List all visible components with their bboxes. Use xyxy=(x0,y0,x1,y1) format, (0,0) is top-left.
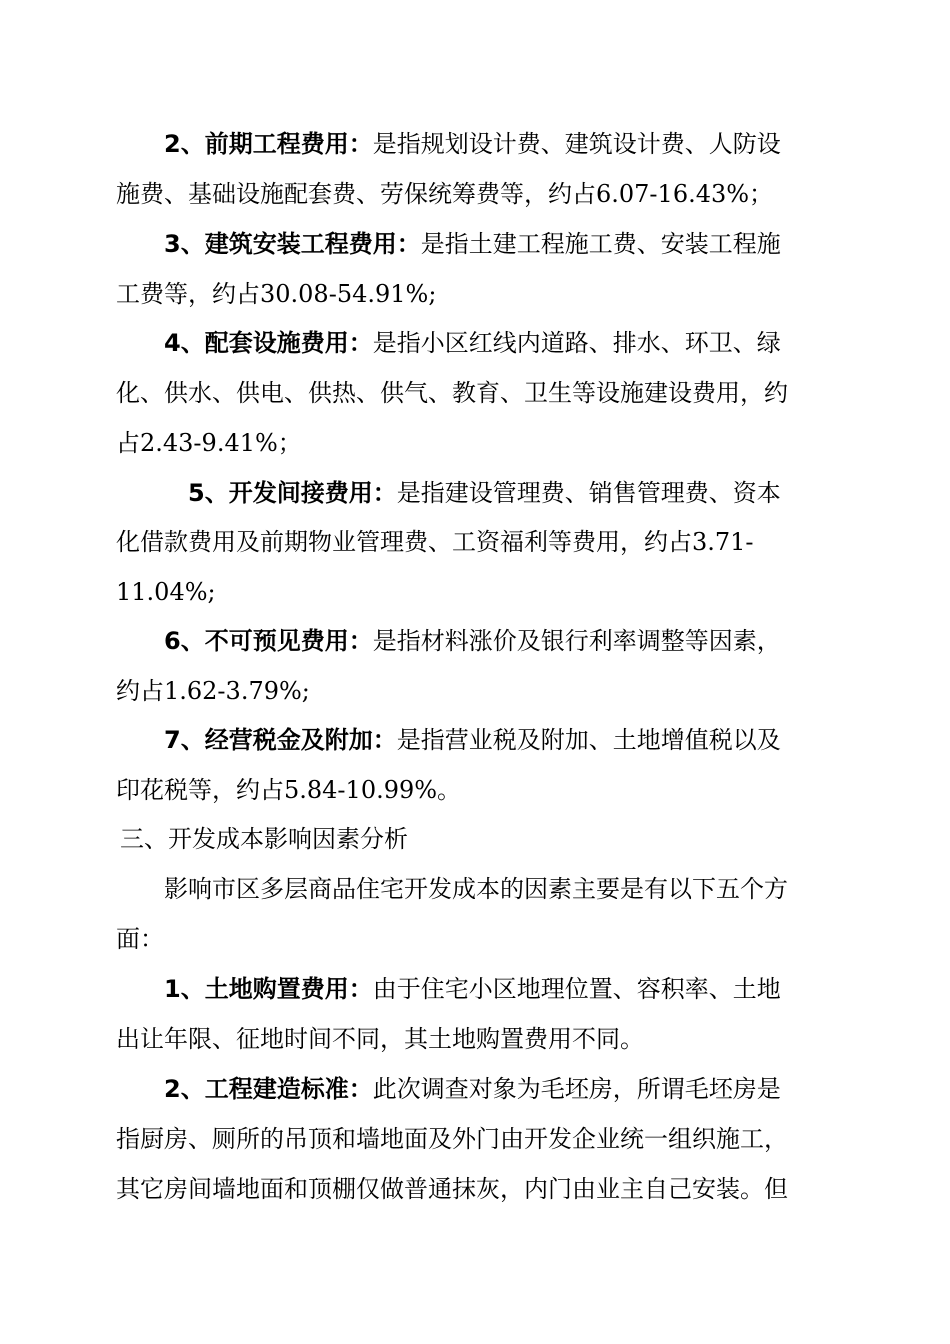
paragraph-taxes-line-2: 印花税等，约占5.84-10.99%。 xyxy=(116,776,462,804)
item-text: 是指建设管理费、销售管理费、资本 xyxy=(396,479,781,507)
intro-line-2: 面： xyxy=(116,925,164,953)
paragraph-contingency-line-2: 约占1.62-3.79%; xyxy=(116,677,310,705)
paragraph-facilities-line-2: 化、供水、供电、供热、供气、教育、卫生等设施建设费用，约 xyxy=(116,379,788,407)
item-text: 是指小区红线内道路、排水、环卫、绿 xyxy=(372,329,781,357)
paragraph-pre-engineering-line-1 xyxy=(164,124,836,164)
item-text: 是指材料涨价及银行利率调整等因素， xyxy=(372,627,781,655)
section-title: 三、开发成本影响因素分析 xyxy=(120,825,408,853)
paragraph-contingency-line-1 xyxy=(164,621,836,661)
item-heading: 5、开发间接费用： xyxy=(188,479,397,507)
paragraph-facilities-line-1 xyxy=(164,323,836,363)
paragraph-pre-engineering-line-2: 施费、基础设施配套费、劳保统筹费等，约占6.07-16.43%； xyxy=(116,180,774,208)
paragraph-construction-line-2: 工费等，约占30.08-54.91%; xyxy=(116,280,437,308)
item-heading: 3、建筑安装工程费用： xyxy=(164,230,421,258)
item-text: 由于住宅小区地理位置、容积率、土地 xyxy=(372,975,781,1003)
factor-standard-line-2: 指厨房、厕所的吊顶和墙地面及外门由开发企业统一组织施工， xyxy=(116,1125,788,1153)
factor-land-line-1 xyxy=(164,969,836,1009)
paragraph-indirect-line-3: 11.04%; xyxy=(116,578,216,606)
paragraph-indirect-line-2: 化借款费用及前期物业管理费、工资福利等费用，约占3.71- xyxy=(116,528,754,556)
item-heading: 2、工程建造标准： xyxy=(164,1075,373,1103)
factor-standard-line-1 xyxy=(164,1069,836,1109)
item-heading: 6、不可预见费用： xyxy=(164,627,373,655)
item-text: 此次调查对象为毛坯房，所谓毛坯房是 xyxy=(372,1075,781,1103)
paragraph-indirect-line-1 xyxy=(188,473,836,513)
paragraph-taxes-line-1 xyxy=(164,720,836,760)
item-heading: 4、配套设施费用： xyxy=(164,329,373,357)
paragraph-construction-line-1 xyxy=(164,224,836,264)
item-heading: 7、经营税金及附加： xyxy=(164,726,397,754)
item-text: 是指营业税及附加、土地增值税以及 xyxy=(396,726,781,754)
item-text: 是指规划设计费、建筑设计费、人防设 xyxy=(372,130,781,158)
item-heading: 1、土地购置费用： xyxy=(164,975,373,1003)
factor-land-line-2: 出让年限、征地时间不同，其土地购置费用不同。 xyxy=(116,1025,644,1053)
item-text: 是指土建工程施工费、安装工程施 xyxy=(420,230,781,258)
factor-standard-line-3: 其它房间墙地面和顶棚仅做普通抹灰，内门由业主自己安装。但 xyxy=(116,1175,788,1203)
intro-line-1: 影响市区多层商品住宅开发成本的因素主要是有以下五个方 xyxy=(164,875,788,903)
paragraph-facilities-line-3: 占2.43-9.41%； xyxy=(116,429,302,457)
item-heading: 2、前期工程费用： xyxy=(164,130,373,158)
